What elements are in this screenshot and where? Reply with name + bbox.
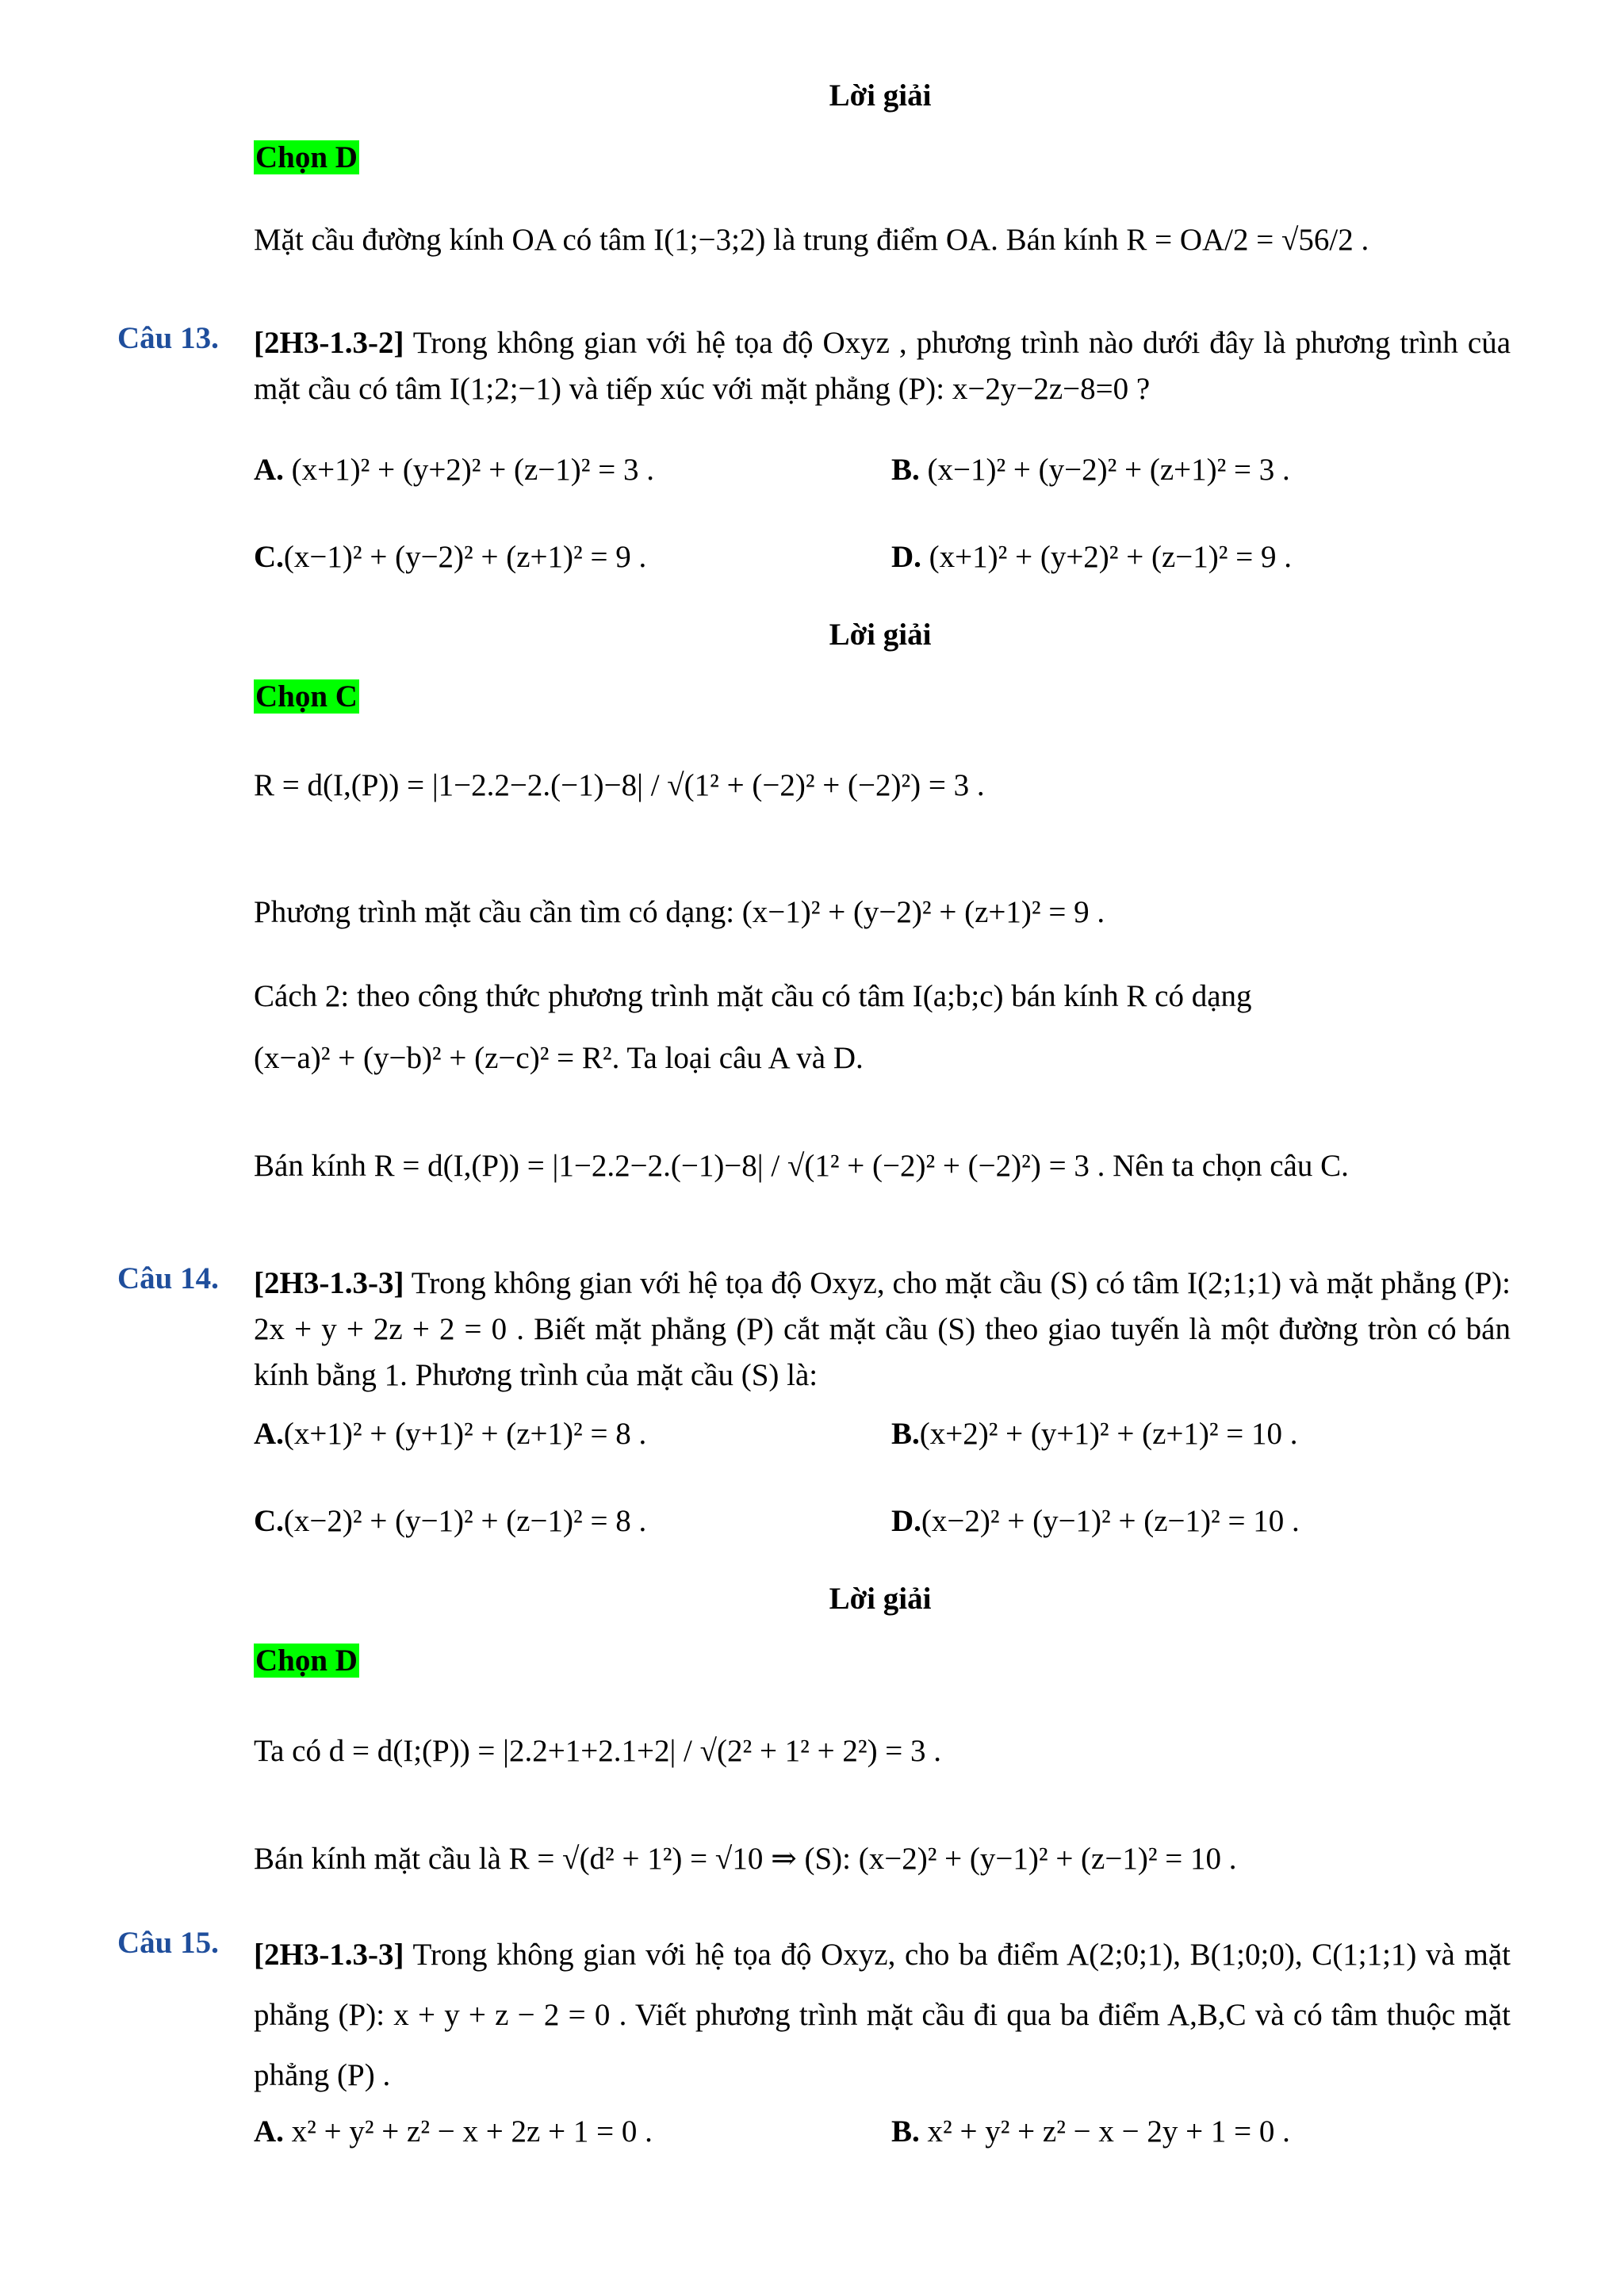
option-a: A. x² + y² + z² − x + 2z + 1 = 0 .: [254, 2114, 653, 2149]
option-b: B. (x−1)² + (y−2)² + (z+1)² = 3 .: [891, 453, 1290, 487]
answer-choice-badge: Chọn D: [255, 140, 358, 174]
solution-heading: Lời giải: [829, 1582, 932, 1616]
distance-formula: Ta có d = d(I;(P)) = |2.2+1+2.1+2| / √(2² + 1² + 2²) = 3 .: [254, 1734, 942, 1768]
option-b: B. x² + y² + z² − x − 2y + 1 = 0 .: [891, 2114, 1290, 2149]
option-b: B.(x+2)² + (y+1)² + (z+1)² = 10 .: [891, 1417, 1298, 1451]
question-stem: [2H3-1.3-3] Trong không gian với hệ tọa độ Oxyz, cho ba điểm A(2;0;1), B(1;0;0), C(1;1;1) và mặt phẳng (P): x + y + z − 2 = 0 . Viết phương trình mặt cầu đi qua ba điểm A,B,C và có tâm thuộc mặt phẳng (P) .: [254, 1938, 1511, 2092]
answer-choice-badge: Chọn C: [255, 679, 358, 714]
option-d: D. (x+1)² + (y+2)² + (z−1)² = 9 .: [891, 540, 1292, 574]
method-2-line-2: (x−a)² + (y−b)² + (z−c)² = R². Ta loại câu A và D.: [254, 1041, 864, 1075]
question-stem: [2H3-1.3-3] Trong không gian với hệ tọa độ Oxyz, cho mặt cầu (S) có tâm I(2;1;1) và mặt phẳng (P): 2x + y + 2z + 2 = 0 . Biết mặt phẳng (P) cắt mặt cầu (S) theo giao tuyến là một đường tròn có bán kính bằng 1. Phương trình của mặt cầu (S) là:: [254, 1266, 1511, 1392]
method-2-line-1: Cách 2: theo công thức phương trình mặt cầu có tâm I(a;b;c) bán kính R có dạng: [254, 979, 1252, 1013]
question-number: Câu 14.: [117, 1261, 219, 1295]
radius-conclusion: Bán kính R = d(I,(P)) = |1−2.2−2.(−1)−8| / √(1² + (−2)² + (−2)²) = 3 . Nên ta chọn câu C.: [254, 1149, 1349, 1183]
option-a: A.(x+1)² + (y+1)² + (z+1)² = 8 .: [254, 1417, 647, 1451]
question-stem: [2H3-1.3-2] Trong không gian với hệ tọa độ Oxyz , phương trình nào dưới đây là phương trình của mặt cầu có tâm I(1;2;−1) và tiếp xúc với mặt phẳng (P): x−2y−2z−8=0 ?: [254, 326, 1511, 406]
radius-formula: R = d(I,(P)) = |1−2.2−2.(−1)−8| / √(1² + (−2)² + (−2)²) = 3 .: [254, 768, 985, 802]
option-c: C.(x−1)² + (y−2)² + (z+1)² = 9 .: [254, 540, 647, 574]
solution-text: Mặt cầu đường kính OA có tâm I(1;−3;2) là trung điểm OA. Bán kính R = OA/2 = √56/2 .: [254, 223, 1369, 257]
equation-line: Phương trình mặt cầu cần tìm có dạng: (x−1)² + (y−2)² + (z+1)² = 9 .: [254, 895, 1105, 929]
radius-conclusion: Bán kính mặt cầu là R = √(d² + 1²) = √10 ⇒ (S): (x−2)² + (y−1)² + (z−1)² = 10 .: [254, 1842, 1237, 1876]
option-d: D.(x−2)² + (y−1)² + (z−1)² = 10 .: [891, 1504, 1300, 1538]
solution-heading: Lời giải: [829, 618, 932, 652]
question-number: Câu 13.: [117, 321, 219, 355]
question-number: Câu 15.: [117, 1926, 219, 1960]
option-c: C.(x−2)² + (y−1)² + (z−1)² = 8 .: [254, 1504, 647, 1538]
option-a: A. (x+1)² + (y+2)² + (z−1)² = 3 .: [254, 453, 654, 487]
answer-choice-badge: Chọn D: [255, 1644, 358, 1678]
solution-heading: Lời giải: [829, 78, 932, 113]
